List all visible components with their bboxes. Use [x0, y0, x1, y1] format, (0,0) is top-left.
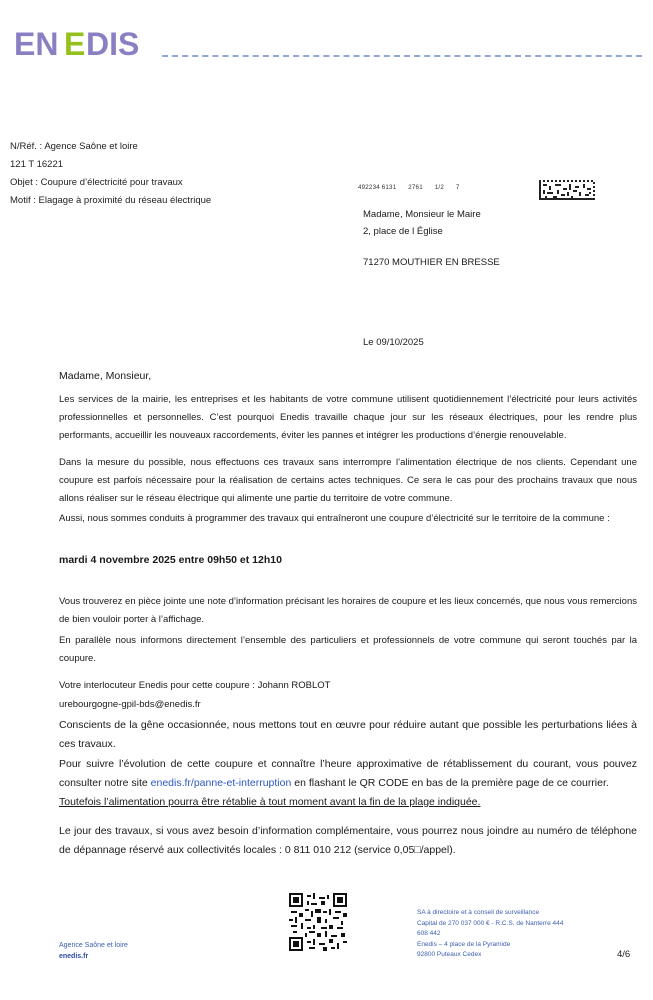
datamatrix-code: [539, 180, 595, 200]
recipient-name: Madame, Monsieur le Maire: [363, 209, 481, 220]
svg-text:EN: EN: [14, 26, 59, 60]
contact-email[interactable]: urebourgogne-gpil-bds@enedis.fr: [59, 699, 201, 710]
restoration-notice: Toutefois l’alimentation pourra être rétablie à tout moment avant la fin de la plage indiquée.: [59, 796, 481, 808]
contact-label: Votre interlocuteur Enedis pour cette coupure : Johann ROBLOT: [59, 680, 331, 691]
letter-date: Le 09/10/2025: [363, 337, 424, 348]
scan-codes: [358, 184, 470, 191]
legal-line: 92800 Puteaux Cedex: [417, 951, 482, 958]
svg-text:E: E: [64, 26, 86, 60]
paragraph-intro: Les services de la mairie, les entreprises et les habitants de votre commune utilisent quotidiennement l’électricité pour leurs activités professionnelles et personnelles. C’est pourquoi Enedis travaille chaque jour sur les réseaux électriques, pour les rendre plus performants, accueillir les nouveaux raccordements, éviter les pannes et intégrer les productions d’énergie renouvelable.: [59, 394, 637, 441]
qr-code[interactable]: [289, 893, 347, 951]
reference-motif: Motif : Elagage à proximité du réseau électrique: [10, 195, 212, 206]
reference-block: [10, 138, 211, 210]
contact-block: [59, 676, 330, 714]
recipient-address: [363, 206, 500, 271]
recipient-street: 2, place de l Église: [363, 226, 443, 237]
paragraph-informing: En parallèle nous informons directement l’ensemble des particuliers et professionnels de votre commune qui seront touchés par la coupure.: [59, 635, 637, 664]
header-rule: [162, 55, 642, 57]
reference-nref: N/Réf. : Agence Saône et loire: [10, 141, 138, 152]
paragraph-works: Dans la mesure du possible, nous effectuons ces travaux sans interrompre l’alimentation électrique de nos clients. Cependant une coupure est parfois nécessaire pour la réalisation de certains actes techniques. Ce sera le cas pour des prochains travaux que nous allons réaliser sur le réseau électrique qui alimente une partie du territoire de votre commune.: [59, 457, 637, 504]
paragraph-apology: Conscients de la gêne occasionnée, nous mettons tout en œuvre pour réduire autant que possible les perturbations liées à ces travaux.: [59, 719, 637, 750]
reference-objet: Objet : Coupure d’électricité pour travaux: [10, 177, 183, 188]
paragraph-outage: Aussi, nous sommes conduits à programmer des travaux qui entraîneront une coupure d’électricité sur le territoire de la commune :: [59, 513, 610, 524]
recipient-city: 71270 MOUTHIER EN BRESSE: [363, 257, 500, 268]
enedis-logo: [14, 26, 156, 60]
legal-line: Capital de 270 037 000 € - R.C.S. de Nanterre 444: [417, 919, 564, 927]
footer-agency-name: Agence Saône et loire: [59, 942, 128, 949]
footer-agency: [59, 940, 128, 962]
legal-line: SA à directoire et à conseil de surveillance: [417, 909, 540, 916]
reference-number: 121 T 16221: [10, 159, 64, 170]
greeting: Madame, Monsieur,: [59, 370, 152, 382]
tracking-text: Pour suivre l’évolution de cette coupure et connaître l’heure approximative de rétablissement du courant, vous pouvez consulter notre site: [59, 758, 637, 789]
legal-line: 608 442: [417, 930, 441, 937]
legal-info: [417, 908, 563, 961]
paragraph-attachment: Vous trouverez en pièce jointe une note d’information précisant les horaires de coupure et les lieux concernés, que nous vous remercions de bien vouloir porter à l’affichage.: [59, 596, 637, 625]
outage-website-link[interactable]: enedis.fr/panne-et-interruption: [150, 777, 292, 789]
footer-website-link[interactable]: enedis.fr: [59, 953, 89, 960]
scan-code: 2761: [408, 184, 423, 191]
page-number: 4/6: [617, 949, 631, 960]
scan-code: 1/2: [434, 184, 444, 191]
paragraph-phone: Le jour des travaux, si vous avez besoin d’information complémentaire, vous pourrez nous joindre au numéro de téléphone de dépannage réservé aux collectivités locales : 0 811 010 212 (service 0,05□/appel).: [59, 825, 637, 856]
scan-code: 7: [455, 184, 460, 191]
svg-text:DIS: DIS: [86, 26, 140, 60]
scan-code: 492234 6131: [358, 184, 397, 191]
legal-line: Enedis – 4 place de la Pyramide: [417, 940, 511, 948]
tracking-text-end: en flashant le QR CODE en bas de la première page de ce courrier.: [291, 777, 609, 789]
paragraph-tracking: [59, 755, 637, 812]
outage-date: mardi 4 novembre 2025 entre 09h50 et 12h10: [59, 554, 282, 566]
